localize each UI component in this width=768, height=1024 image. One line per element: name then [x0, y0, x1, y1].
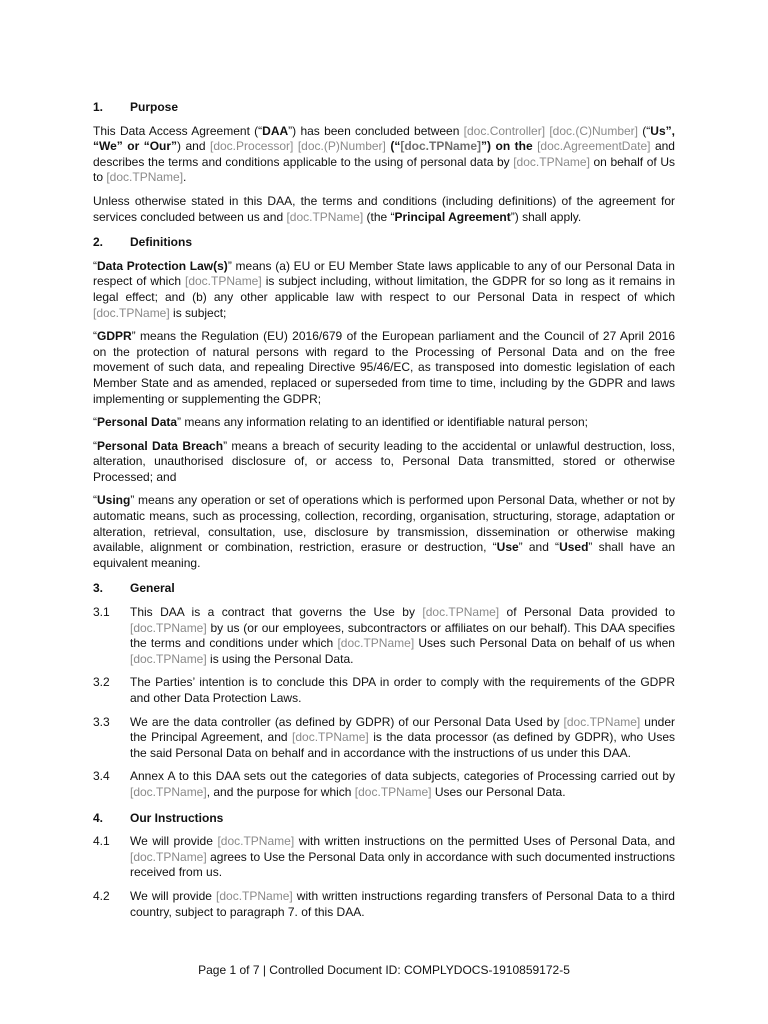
section-title: Our Instructions — [130, 810, 224, 825]
text: of Personal Data provided to — [499, 605, 675, 620]
text: “ — [93, 438, 97, 453]
defined-term: Use — [496, 540, 519, 555]
defined-term: Principal Agreement — [394, 209, 511, 224]
placeholder-field: [doc.TPName] — [286, 209, 364, 224]
text: We will provide — [130, 888, 217, 903]
section-title: General — [130, 581, 175, 596]
text: ”) shall apply. — [510, 209, 582, 224]
placeholder-field: [doc.TPName] — [130, 784, 207, 799]
text: Uses our Personal Data. — [431, 784, 566, 799]
placeholder-field: [doc.Controller] — [463, 123, 546, 138]
clause-number: 3.1 — [93, 605, 110, 620]
text: “ — [93, 258, 97, 273]
text: ” means any information relating to an identified or identifiable natural person; — [177, 415, 588, 430]
text: ” means the Regulation (EU) 2016/679 of the European parliament and the Council of 27 April 2016 on the protection of natural persons with regard to the Processing of Personal Data and on the free movement of such data, and repealing Directive 95/46/EC, as transposed into domestic legislation of each Member State and as amended, replaced or superseded from time to time, including by the GDPR and laws implementing or supplementing the GDPR; — [93, 329, 675, 406]
clause-3-3 — [93, 715, 675, 762]
text: (“ — [642, 123, 651, 138]
section-heading-definitions — [93, 235, 675, 251]
definition-using — [93, 493, 675, 571]
page-footer: Page 1 of 7 | Controlled Document ID: COMPLYDOCS-1910859172-5 — [198, 963, 570, 977]
placeholder-field: [doc.TPName] — [130, 651, 207, 666]
text: agrees to Use the Personal Data only in accordance with such documented instructions received from us. — [130, 849, 675, 880]
text: with written instructions on the permitted Uses of Personal Data, and — [294, 834, 676, 849]
defined-term: Used — [559, 540, 589, 555]
text: with written instructions regarding transfers of Personal Data to a third country, subject to paragraph 7. of this DAA. — [130, 888, 675, 919]
text: This DAA is a contract that governs the Use by — [130, 605, 423, 620]
text: ” and “ — [518, 540, 560, 555]
text: Uses such Personal Data on behalf of us when — [414, 636, 675, 651]
clause-text — [130, 715, 675, 762]
clause-3-1 — [93, 605, 675, 667]
text: ” means a breach of security leading to the accidental or unlawful destruction, loss, alteration, unauthorised disclosure of, or access to, Personal Data transmitted, stored or otherwise Processed; and — [93, 438, 675, 484]
text: We will provide — [130, 834, 218, 849]
defined-term: Personal Data Breach — [97, 438, 224, 453]
text: (the “ — [363, 209, 395, 224]
text: (“ — [390, 139, 401, 154]
clause-4-1 — [93, 834, 675, 881]
placeholder-field: [doc.TPName] — [354, 784, 432, 799]
text: We are the data controller (as defined by GDPR) of our Personal Data Used by — [130, 714, 564, 729]
section-title: Definitions — [130, 235, 192, 250]
defined-term: Data Protection Law(s) — [97, 258, 228, 273]
defined-term: Us”, “We” or “Our” — [93, 123, 675, 154]
clause-number: 4.2 — [93, 888, 110, 903]
placeholder-field: [doc.(C)Number] — [549, 123, 639, 138]
text: is the data processor (as defined by GDPR), who Uses the said Personal Data on behalf and in accordance with the instructions of us under this DAA. — [130, 730, 676, 760]
section-number: 1. — [93, 100, 104, 114]
placeholder-field: [doc.TPName] — [400, 139, 482, 154]
text: ” means any operation or set of operations which is performed upon Personal Data, whether or not by automatic means, such as processing, collection, recording, organisation, structuring, storage, adaptation or alteration, retrieval, consultation, use, disclosure by transmission, dissemination or otherwise making available, alignment or combination, restriction, erasure or destruction, “ — [93, 493, 675, 555]
text: ” shall have an equivalent meaning. — [93, 540, 676, 570]
text: under the Principal Agreement, and — [130, 714, 676, 745]
text: and describes the terms and conditions applicable to the using of personal data by — [93, 139, 675, 169]
purpose-paragraph-2 — [93, 194, 675, 225]
placeholder-field: [doc.TPName] — [185, 274, 262, 289]
text: ”) has been concluded between — [288, 123, 464, 138]
text: is subject; — [169, 305, 227, 320]
defined-term: Personal Data — [97, 415, 178, 430]
clause-number: 4.1 — [93, 834, 110, 849]
clause-text: The Parties’ intention is to conclude this DPA in order to comply with the requirements of the GDPR and other Data Protection Laws. — [130, 675, 675, 705]
definition-personal-data-breach — [93, 439, 675, 486]
section-number: 2. — [93, 235, 104, 250]
purpose-paragraph-1 — [93, 124, 675, 186]
text: . — [183, 170, 187, 185]
placeholder-field: [doc.TPName] — [337, 636, 415, 651]
placeholder-field: [doc.TPName] — [130, 620, 207, 635]
placeholder-field: [doc.AgreementDate] — [537, 139, 651, 154]
section-number: 3. — [93, 581, 104, 596]
text: is subject including, without limitation, the GDPR for so long as it remains in legal effect; and (b) any other applicable law with respect to our Personal Data in respect of which — [93, 274, 675, 304]
clause-text — [130, 834, 675, 881]
text: is using the Personal Data. — [206, 651, 354, 666]
section-number: 4. — [93, 810, 104, 825]
placeholder-field: [doc.(P)Number] — [297, 139, 386, 154]
placeholder-field: [doc.TPName] — [93, 305, 170, 320]
text: “ — [93, 493, 97, 508]
clause-text — [130, 605, 675, 667]
defined-term: DAA — [262, 123, 289, 138]
placeholder-field: [doc.TPName] — [130, 849, 207, 864]
document-page — [93, 100, 675, 928]
placeholder-field: [doc.Processor] — [210, 139, 294, 154]
placeholder-field: [doc.TPName] — [563, 714, 641, 729]
text: Annex A to this DAA sets out the categories of data subjects, categories of Processing carried out by — [130, 769, 675, 784]
clause-number: 3.3 — [93, 714, 110, 729]
text: ) and — [177, 139, 210, 154]
clause-number: 3.4 — [93, 769, 110, 784]
section-heading-general — [93, 581, 675, 597]
text: ” means (a) EU or EU Member State laws applicable to any of our Personal Data in respect of which — [93, 258, 675, 289]
defined-term: Using — [97, 493, 131, 508]
clause-3-2 — [93, 675, 675, 706]
clause-text — [130, 889, 675, 920]
placeholder-field: [doc.TPName] — [106, 170, 184, 185]
placeholder-field: [doc.TPName] — [422, 605, 500, 620]
placeholder-field: [doc.TPName] — [217, 834, 295, 849]
text: This Data Access Agreement (“ — [93, 123, 263, 138]
text: by us (or our employees, subcontractors or affiliates on our behalf). This DAA specifies the terms and conditions under which — [130, 620, 675, 651]
text: on behalf of Us to — [93, 154, 675, 185]
section-heading-purpose — [93, 100, 675, 116]
placeholder-field: [doc.TPName] — [216, 888, 293, 903]
definition-personal-data — [93, 415, 675, 431]
text: “ — [93, 329, 97, 344]
text: Unless otherwise stated in this DAA, the terms and conditions (including definitions) of the agreement for services concluded between us and — [93, 193, 675, 224]
definition-data-protection-laws — [93, 259, 675, 321]
section-heading-our-instructions — [93, 811, 675, 827]
text: ”) on the — [481, 139, 538, 154]
text: , and the purpose for which — [206, 784, 355, 799]
text: “ — [93, 415, 97, 430]
clause-3-4 — [93, 769, 675, 800]
clause-text — [130, 769, 675, 800]
clause-4-2 — [93, 889, 675, 920]
placeholder-field: [doc.TPName] — [292, 730, 369, 745]
placeholder-field: [doc.TPName] — [513, 154, 590, 169]
clause-number: 3.2 — [93, 675, 110, 690]
section-title: Purpose — [130, 100, 179, 114]
defined-term: GDPR — [97, 329, 132, 344]
definition-gdpr — [93, 329, 675, 407]
